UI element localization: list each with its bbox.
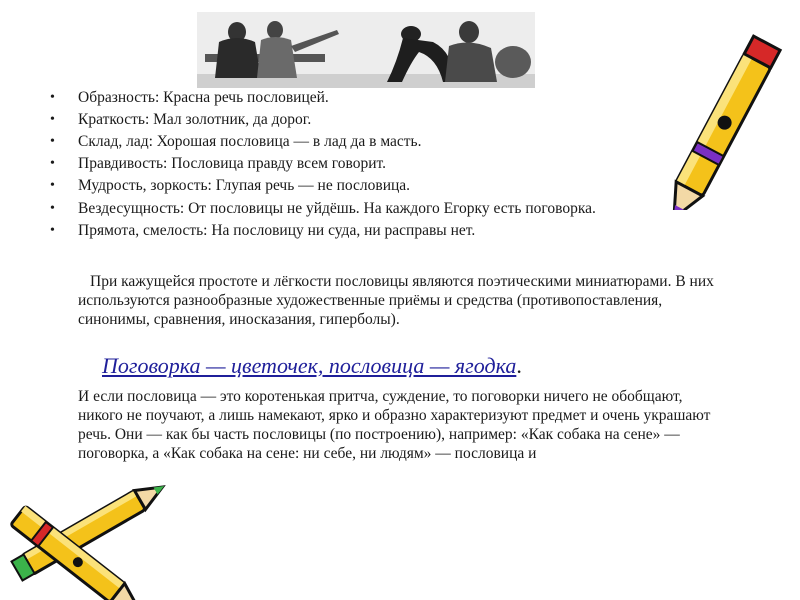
list-item-text: Правдивость: Пословица правду всем говорит.	[78, 155, 386, 172]
list-item-text: Образность: Красна речь пословицей.	[78, 89, 329, 106]
motto-heading	[102, 352, 522, 380]
features-list	[40, 87, 700, 242]
list-item	[40, 131, 700, 153]
bullet-icon: •	[50, 201, 55, 216]
list-item	[40, 153, 700, 175]
bullet-icon: •	[50, 178, 55, 193]
pencils-icon	[0, 478, 170, 600]
paragraph-sayings: И если пословица — это коротенькая притча, суждение, то поговорки ничего не обобщают, никого не поучают, а лишь намекают, ярко и образно характеризуют предмет и очень украшают речь. Они — как бы часть пословицы (по построению), например: «Как собака на сене» — поговорка, а «Как собака на сене: ни себе, ни людям» — пословица и	[78, 388, 711, 462]
bullet-icon: •	[50, 112, 55, 127]
list-item	[40, 175, 700, 197]
bullet-icon: •	[50, 156, 55, 171]
bullet-icon: •	[50, 223, 55, 238]
list-item	[40, 199, 700, 218]
bullet-icon: •	[50, 134, 55, 149]
list-item	[40, 87, 700, 109]
list-item	[40, 109, 700, 131]
list-item	[40, 220, 700, 242]
list-item-text: Вездесущность: От пословицы не уйдёшь. На каждого Егорку есть поговорка.	[78, 200, 596, 217]
motto-period: .	[516, 353, 522, 378]
list-item-text: Краткость: Мал золотник, да дорог.	[78, 111, 312, 128]
motto-link[interactable]: Поговорка — цветочек, пословица — ягодка	[102, 353, 517, 378]
bullet-icon: •	[50, 90, 55, 105]
list-item-text: Прямота, смелость: На пословицу ни суда, ни расправы нет.	[78, 222, 476, 239]
list-item-text: Мудрость, зоркость: Глупая речь — не пословица.	[78, 177, 411, 194]
paragraph-intro: При кажущейся простоте и лёгкости пословицы являются поэтическими миниатюрами. В них используются разнообразные художественные приёмы и средства (противопоставления, синонимы, сравнения, иносказания, гиперболы).	[78, 273, 714, 328]
list-item-text: Склад, лад: Хорошая пословица — в лад да в масть.	[78, 133, 422, 150]
illustration-image	[197, 12, 535, 88]
